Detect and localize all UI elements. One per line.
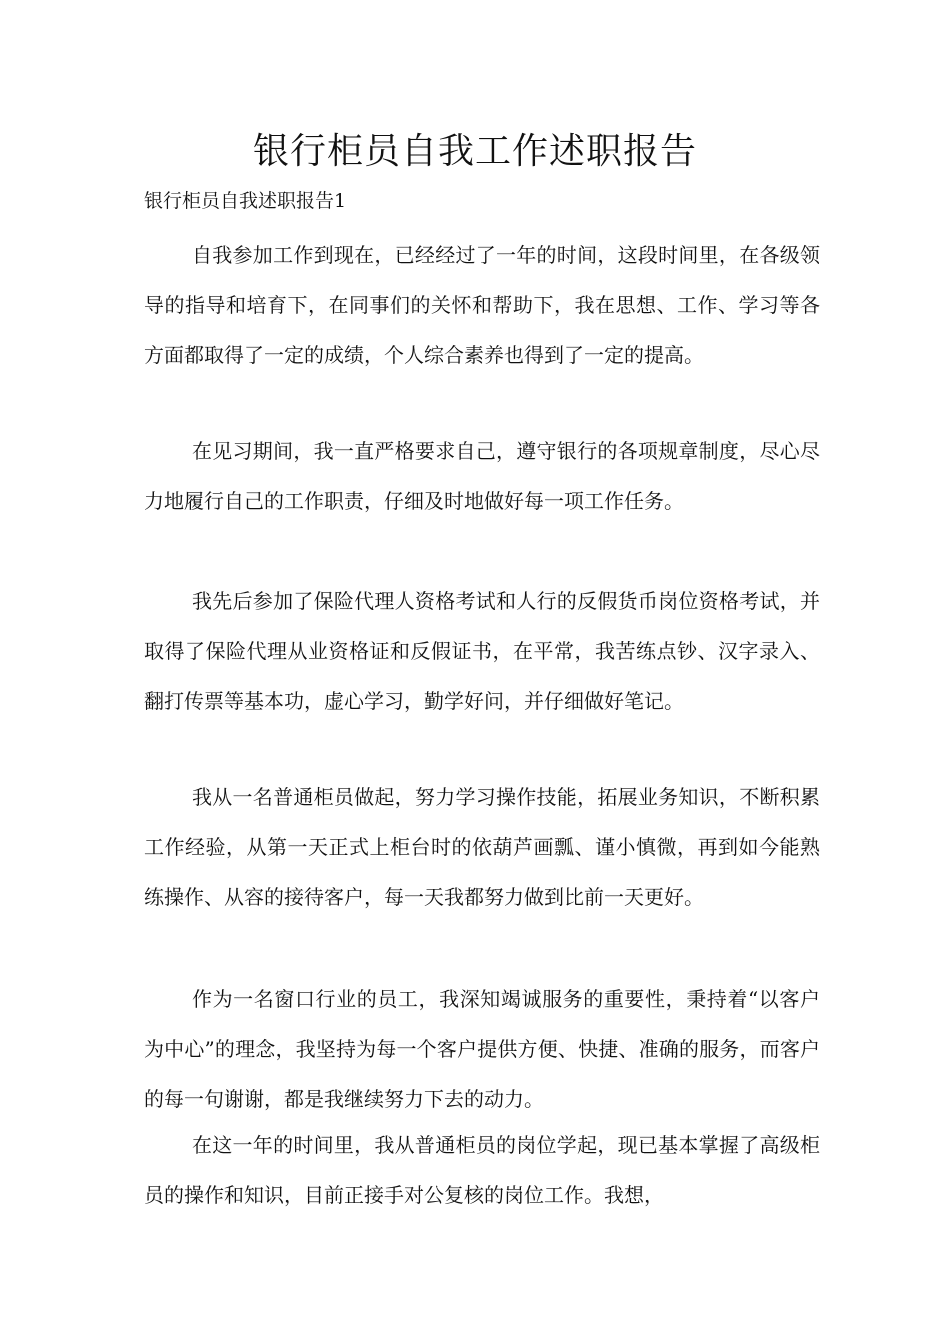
paragraph-5: 作为一名窗口行业的员工，我深知竭诚服务的重要性，秉持着“以客户为中心”的理念，我坚持为每一个客户提供方便、快捷、准确的服务，而客户的每一句谢谢，都是我继续努力下去的动力。 [144, 987, 820, 1111]
paragraph-6: 在这一年的时间里，我从普通柜员的岗位学起，现已基本掌握了高级柜员的操作和知识，目前正接手对公复核的岗位工作。我想， [144, 1133, 820, 1207]
paragraph-3: 我先后参加了保险代理人资格考试和人行的反假货币岗位资格考试，并取得了保险代理从业资格证和反假证书，在平常，我苦练点钞、汉字录入、翻打传票等基本功，虚心学习，勤学好问，并仔细做好笔记。 [144, 589, 820, 713]
paragraph-2: 在见习期间，我一直严格要求自己，遵守银行的各项规章制度，尽心尽力地履行自己的工作职责，仔细及时地做好每一项工作任务。 [144, 439, 820, 513]
paragraph-4: 我从一名普通柜员做起，努力学习操作技能，拓展业务知识，不断积累工作经验，从第一天正式上柜台时的依葫芦画瓢、谨小慎微，再到如今能熟练操作、从容的接待客户，每一天我都努力做到比前一天更好。 [144, 785, 820, 909]
paragraph-1: 自我参加工作到现在，已经经过了一年的时间，这段时间里，在各级领导的指导和培育下，在同事们的关怀和帮助下，我在思想、工作、学习等各方面都取得了一定的成绩，个人综合素养也得到了一定的提高。 [144, 243, 820, 367]
document-title: 银行柜员自我工作述职报告 [252, 131, 697, 172]
document-subtitle: 银行柜员自我述职报告1 [144, 190, 347, 212]
